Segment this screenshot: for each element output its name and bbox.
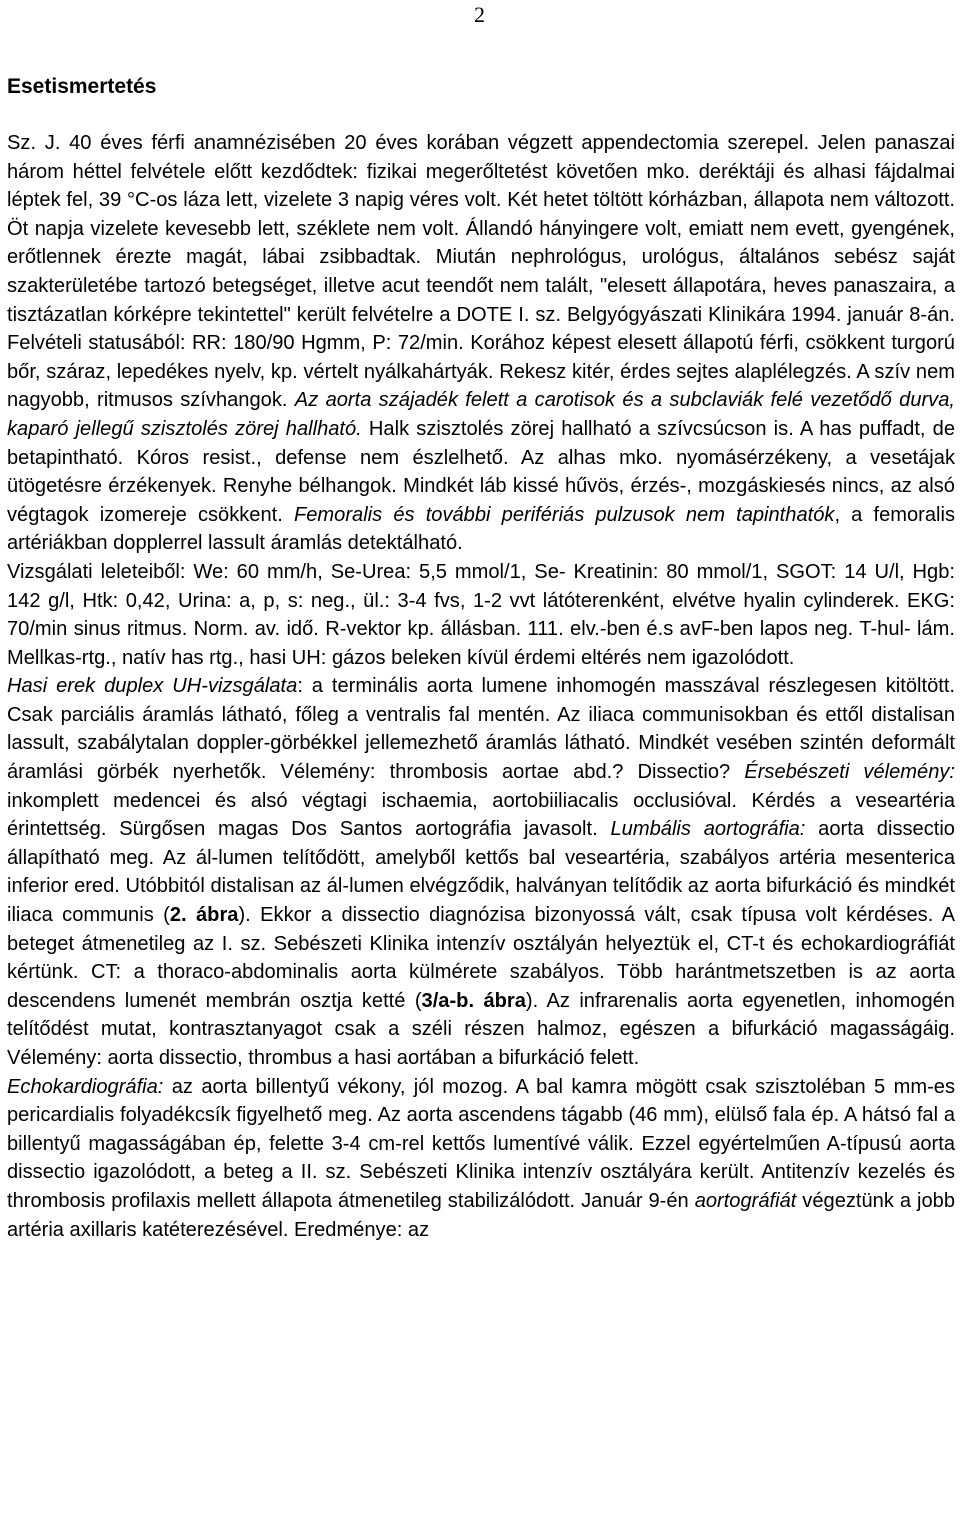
text-segment-italic: Hasi erek duplex UH-vizsgálata xyxy=(7,675,298,698)
text-segment-normal: Sz. J. 40 éves férfi anamnézisében 20 éves korában végzett appendectomia szerepel. Jelen panaszai három héttel felvétele előtt kezdődtek: fizikai megerőltetést követően mko. deréktáji és alhasi fájdalmai léptek fel, 39 °C-os láza lett, vizelete 3 napig véres volt. Két hetet töltött kórházban, állapota nem változott. Öt napja vizelete kevesebb lett, széklete nem volt. Állandó hányingere volt, emiatt nem evett, gyengének, erőtlennek érezte magát, lábai zsibbadtak. Miután nephrológus, urológus, általános sebész saját szakterületébe tartozó betegséget, illetve acut teendőt nem talált, "elesett állapotára, heves panaszaira, a tisztázatlan kórképre tekintettel" került felvételre a DOTE I. sz. Belgyógyászati Klinikára 1994. január 8-án. Felvételi statusából: RR: 180/90 Hgmm, P: 72/min. Korához képest elesett állapotú férfi, csökkent turgorú bőr, száraz, lepedékes nyelv, kp. vértelt nyálkahártyák. Rekesz kitér, érdes sejtes alaplélegzés. A szív nem nagyobb, ritmusos szívhangok. xyxy=(7,132,955,412)
text-segment-italic: Echokardiográfia: xyxy=(7,1075,164,1098)
text-segment-italic: Femoralis és további perifériás pulzusok nem tapinthatók xyxy=(293,503,835,526)
text-segment-bold: 2. ábra xyxy=(169,904,239,927)
case-report-paragraph xyxy=(7,129,955,1244)
text-segment-normal: , a femoralis artériákban dopplerrel lassult áramlás detektálható. xyxy=(7,503,955,555)
text-segment-italic: aortográfiát xyxy=(694,1189,797,1212)
text-segment-normal: az aorta billentyű vékony, jól mozog. A bal kamra mögött csak szisztoléban 5 mm-es pericardialis folyadékcsík figyelhető meg. Az aorta ascendens tágabb (46 mm), elülső fala ép. A hátsó fal a billentyű magasságában ép, felette 3-4 cm-rel kettős lumentívé válik. Ezzel egyértelműen A-típusú aorta dissectio igazolódott, a beteg a II. sz. Sebészeti Klinika intenzív osztályára került. Antitenzív kezelés és thrombosis profilaxis mellett állapota átmenetileg stabilizálódott. Január 9-én xyxy=(7,1075,955,1212)
text-segment-italic: Érsebészeti vélemény: xyxy=(744,761,955,784)
text-segment-italic: Az aorta szájadék felett a carotisok és a subclaviák felé vezetődő durva, kaparó jellegű szisztolés zörej hallható. xyxy=(7,389,955,440)
text-segment-normal: : a terminális aorta lumene inhomogén masszával részlegesen kitöltött. Csak parciális áramlás látható, főleg a ventralis fal mentén. Az iliaca communisokban és ettől distalisan lassult, szabálytalan doppler-görbékkel jellemezhető áramlás látható. Mindkét vesében szintén deformált áramlási görbék nyerhetők. Vélemény: thrombosis aortae abd.? Dissectio? xyxy=(7,675,956,784)
text-segment-normal: Vizsgálati leleteiből: We: 60 mm/h, Se-Urea: 5,5 mmol/1, Se- Kreatinin: 80 mmol/1, SGOT: 14 U/l, Hgb: 142 g/l, Htk: 0,42, Urina: a, p, s: neg., ül.: 3-4 fvs, 1-2 vvt látóterenként, elvétve hyalin cylinderek. EKG: 70/min sinus ritmus. Norm. av. idő. R-vektor kp. állásban. 111. elv.-ben é.s avF-ben lapos neg. T-hul- lám. Mellkas-rtg., natív has rtg., hasi UH: gázos beleken kívül érdemi eltérés nem igazolódott. xyxy=(7,560,955,669)
section-heading: Esetismertetés xyxy=(7,75,157,98)
text-segment-normal: ). Ekkor a dissectio diagnózisa bizonyossá vált, csak típusa volt kérdéses. A beteget átmenetileg az I. sz. Sebészeti Klinika intenzív osztályán helyeztük el, CT-t és echokardiográfiát kértünk. CT: a thoraco-abdominalis aorta külmérete szabályos. Több harántmetszetben is az aorta descendens lumenét membrán osztja ketté ( xyxy=(7,904,955,1012)
text-segment-italic: Lumbális aortográfia: xyxy=(610,818,806,841)
text-segment-normal: aorta dissectio állapítható meg. Az ál-lumen telítődött, amelyből kettős bal veseartéria, szabályos artéria mesenterica inferior ered. Utóbbitól distalisan az ál-lumen elvégződik, halványan telítődik az aorta bifurkáció és mindkét iliaca communis ( xyxy=(7,818,955,927)
text-segment-normal: inkomplett medencei és alsó végtagi ischaemia, aortobiiliacalis occlusióval. Kérdés a veseartéria érintettség. Sürgősen magas Dos Santos aortográfia javasolt. xyxy=(7,789,955,841)
text-segment-normal: ). Az infrarenalis aorta egyenetlen, inhomogén telítődést mutat, kontrasztanyagot csak a széli részen halmoz, egészen a bifurkáció magasságáig. Vélemény: aorta dissectio, thrombus a hasi aortában a bifurkáció felett. xyxy=(7,989,955,1069)
text-segment-normal: végeztünk a jobb artéria axillaris katéterezésével. Eredménye: az xyxy=(7,1189,955,1241)
text-segment-normal: Halk szisztolés zörej hallható a szívcsúcson is. A has puffadt, de betapintható. Kóros resist., defense nem észlelhető. Az alhas mko. nyomásérzékeny, a vesetájak ütögetésre érzékenyek. Renyhe bélhangok. Mindkét láb kissé hűvös, érzés-, mozgáskiesés nincs, az alsó végtagok izomereje csökkent. xyxy=(7,417,955,526)
text-segment-bold: 3/a-b. ábra xyxy=(421,989,526,1012)
page-number: 2 xyxy=(474,2,485,27)
